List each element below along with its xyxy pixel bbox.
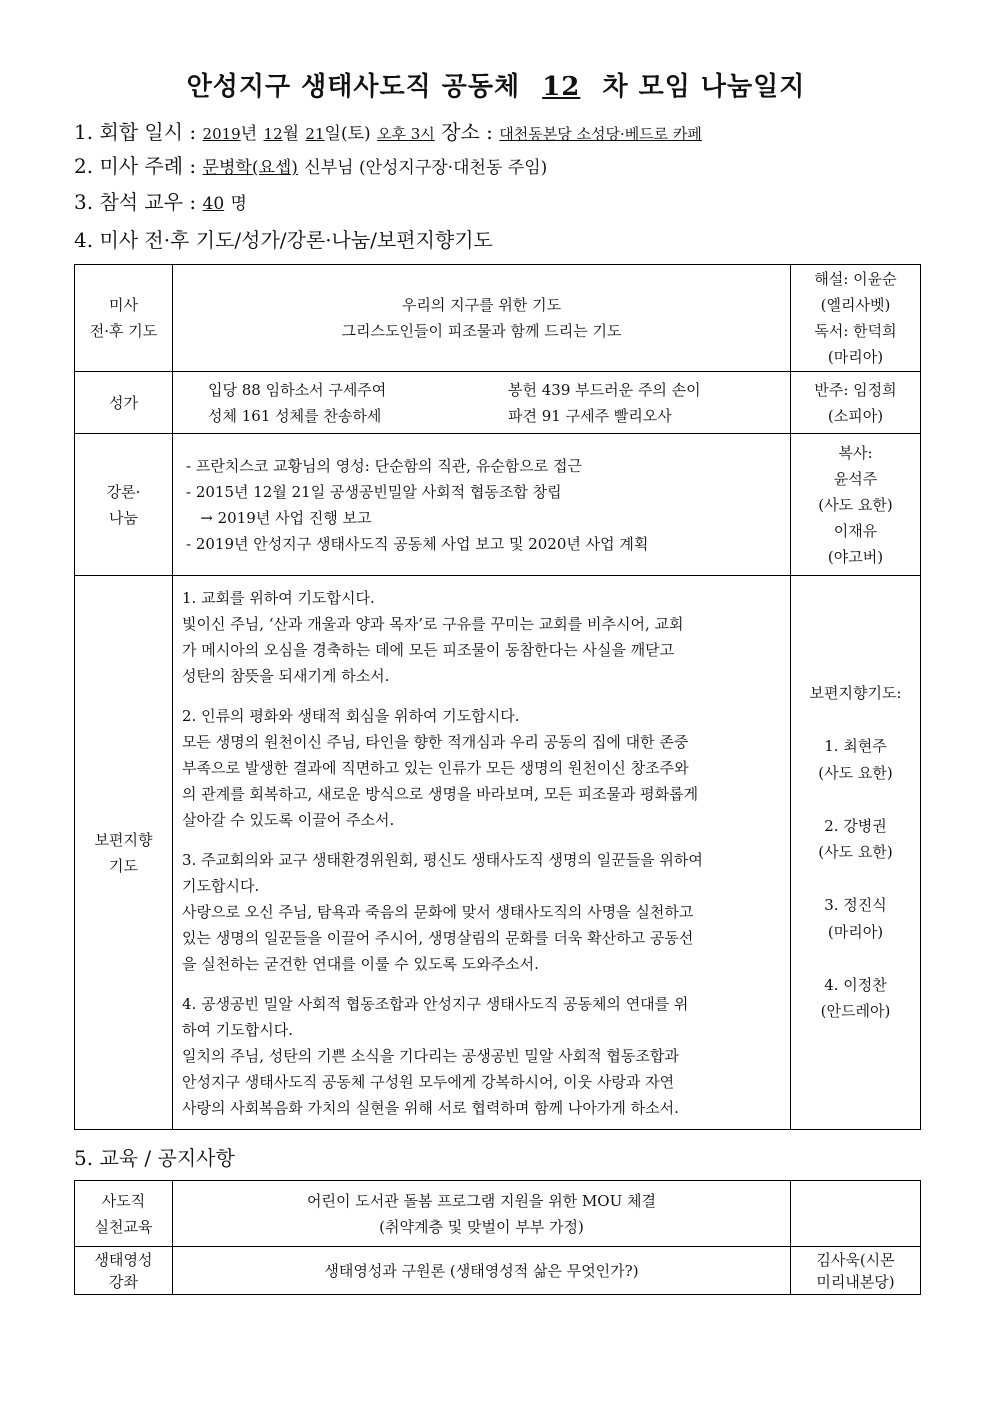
section-2-celebrant bbox=[74, 150, 547, 179]
edu-practice-content: 어린이 도서관 돌봄 프로그램 지원을 위한 MOU 체결 (취약계층 및 맞벌이 부부 가정) bbox=[173, 1181, 791, 1247]
meeting-number: 12 bbox=[542, 72, 581, 102]
hymn-content bbox=[173, 372, 791, 434]
intercession-head: 보편지향 기도 bbox=[75, 576, 173, 1130]
s3-label: 3. 참석 교우 : bbox=[74, 190, 197, 214]
s2-rest: 신부님 (안성지구장·대천동 주임) bbox=[304, 158, 548, 178]
hymn-accompanist: 반주: 임정희 (소피아) bbox=[791, 372, 921, 434]
s1-year-unit: 년 bbox=[240, 124, 258, 144]
s1-time: 오후 3시 bbox=[376, 125, 435, 143]
hymn-recessional: 파견 91 구세주 빨리오사 bbox=[508, 406, 672, 425]
edu-lecture-speaker: 김사욱(시몬 미리내본당) bbox=[791, 1247, 921, 1295]
mass-prayer-head: 미사 전·후 기도 bbox=[75, 265, 173, 372]
s1-day-unit: 일(토) bbox=[324, 124, 371, 144]
s3-unit: 명 bbox=[230, 194, 247, 214]
edu-row-lecture bbox=[75, 1247, 921, 1295]
s1-label: 1. 회합 일시 : bbox=[74, 120, 197, 144]
title-prefix: 안성지구 생태사도직 공동체 bbox=[186, 72, 521, 102]
intercession-4: 4. 공생공빈 밀알 사회적 협동조합과 안성지구 생태사도직 공동체의 연대를 위 하여 기도합시다. 일치의 주님, 성탄의 기쁜 소식을 기다리는 공생공빈 밀알 사회적 협동조합과 안성지구 생태사도직 공동체 구성원 모두에게 강복하시어, 이웃 사랑과 자연 사랑의 사회복음화 가치의 실현을 위해 서로 협력하며 함께 나아가게 하소서. bbox=[182, 994, 689, 1117]
hymn-head: 성가 bbox=[75, 372, 173, 434]
edu-lecture-head: 생태영성 강좌 bbox=[75, 1247, 173, 1295]
s1-place-label: 장소 : bbox=[441, 120, 493, 144]
title-suffix: 차 모임 나눔일지 bbox=[602, 72, 806, 102]
s1-place: 대천동본당 소성당·베드로 카페 bbox=[499, 125, 702, 143]
intercession-1: 1. 교회를 위하여 기도합시다. 빛이신 주님, ‘산과 개울과 양과 목자’로 구유를 꾸미는 교회를 비추시어, 교회 가 메시아의 오심을 경축하는 데에 모든 피조물이 동참한다는 사실을 깨닫고 성탄의 참뜻을 되새기게 하소서. bbox=[182, 588, 684, 685]
s1-day: 21 bbox=[305, 125, 325, 143]
s1-month: 12 bbox=[263, 125, 283, 143]
s2-label: 2. 미사 주례 : bbox=[74, 154, 197, 178]
education-table bbox=[74, 1180, 921, 1295]
homily-content: - 프란치스코 교황님의 영성: 단순함의 직관, 유순함으로 접근 - 2015년 12월 21일 공생공빈밀알 사회적 협동조합 창립 → 2019년 사업 진행 보고 - 2019년 안성지구 생태사도직 공동체 사업 보고 및 2020년 사업 계획 bbox=[173, 434, 791, 576]
intercession-content bbox=[173, 576, 791, 1130]
section-5-heading bbox=[74, 1142, 235, 1171]
edu-row-practice bbox=[75, 1181, 921, 1247]
mass-prayer-content: 우리의 지구를 위한 기도 그리스도인들이 피조물과 함께 드리는 기도 bbox=[173, 265, 791, 372]
s5-label: 5. 교육 / 공지사항 bbox=[74, 1146, 235, 1170]
mass-row-hymns bbox=[75, 372, 921, 434]
edu-lecture-content: 생태영성과 구원론 (생태영성적 삶은 무엇인가?) bbox=[173, 1247, 791, 1295]
edu-practice-right bbox=[791, 1181, 921, 1247]
s2-name: 문병학(요셉) bbox=[202, 158, 298, 178]
hymn-entrance: 입당 88 임하소서 구세주여 bbox=[208, 380, 387, 399]
mass-row-homily bbox=[75, 434, 921, 576]
s1-month-unit: 월 bbox=[282, 124, 300, 144]
mass-row-intercessions bbox=[75, 576, 921, 1130]
section-1-datetime bbox=[74, 116, 702, 145]
homily-servers: 복사: 윤석주 (사도 요한) 이재유 (야고버) bbox=[791, 434, 921, 576]
homily-head: 강론· 나눔 bbox=[75, 434, 173, 576]
s1-year: 2019 bbox=[202, 125, 241, 143]
mass-prayer-roles: 해설: 이윤순 (엘리사벳) 독서: 한덕희 (마리아) bbox=[791, 265, 921, 372]
mass-row-prayers bbox=[75, 265, 921, 372]
section-3-attendance bbox=[74, 186, 247, 215]
hymn-communion: 성체 161 성체를 찬송하세 bbox=[208, 406, 382, 425]
mass-table bbox=[74, 264, 921, 1130]
s4-label: 4. 미사 전·후 기도/성가/강론·나눔/보편지향기도 bbox=[74, 228, 493, 252]
edu-practice-head: 사도직 실천교육 bbox=[75, 1181, 173, 1247]
hymn-offertory: 봉헌 439 부드러운 주의 손이 bbox=[508, 380, 701, 399]
s3-count: 40 bbox=[202, 194, 225, 214]
intercession-readers: 보편지향기도: 1. 최현주 (사도 요한) 2. 강병권 (사도 요한) 3. 정진식 (마리아) 4. 이정찬 (안드레아) bbox=[791, 576, 921, 1130]
intercession-3: 3. 주교회의와 교구 생태환경위원회, 평신도 생태사도직 생명의 일꾼들을 위하여 기도합시다. 사랑으로 오신 주님, 탐욕과 죽음의 문화에 맞서 생태사도직의 사명을 실천하고 있는 생명의 일꾼들을 이끌어 주시어, 생명살림의 문화를 더욱 확산하고 공동선 을 실천하는 굳건한 연대를 이룰 수 있도록 도와주소서. bbox=[182, 850, 703, 973]
document-title bbox=[0, 66, 992, 103]
section-4-heading bbox=[74, 224, 493, 253]
intercession-2: 2. 인류의 평화와 생태적 회심을 위하여 기도합시다. 모든 생명의 원천이신 주님, 타인을 향한 적개심과 우리 공동의 집에 대한 존중 부족으로 발생한 결과에 직면하고 있는 인류가 모든 생명의 원천이신 창조주와 의 관계를 회복하고, 새로운 방식으로 생명을 바라보며, 모든 피조물과 평화롭게 살아갈 수 있도록 이끌어 주소서. bbox=[182, 706, 699, 829]
